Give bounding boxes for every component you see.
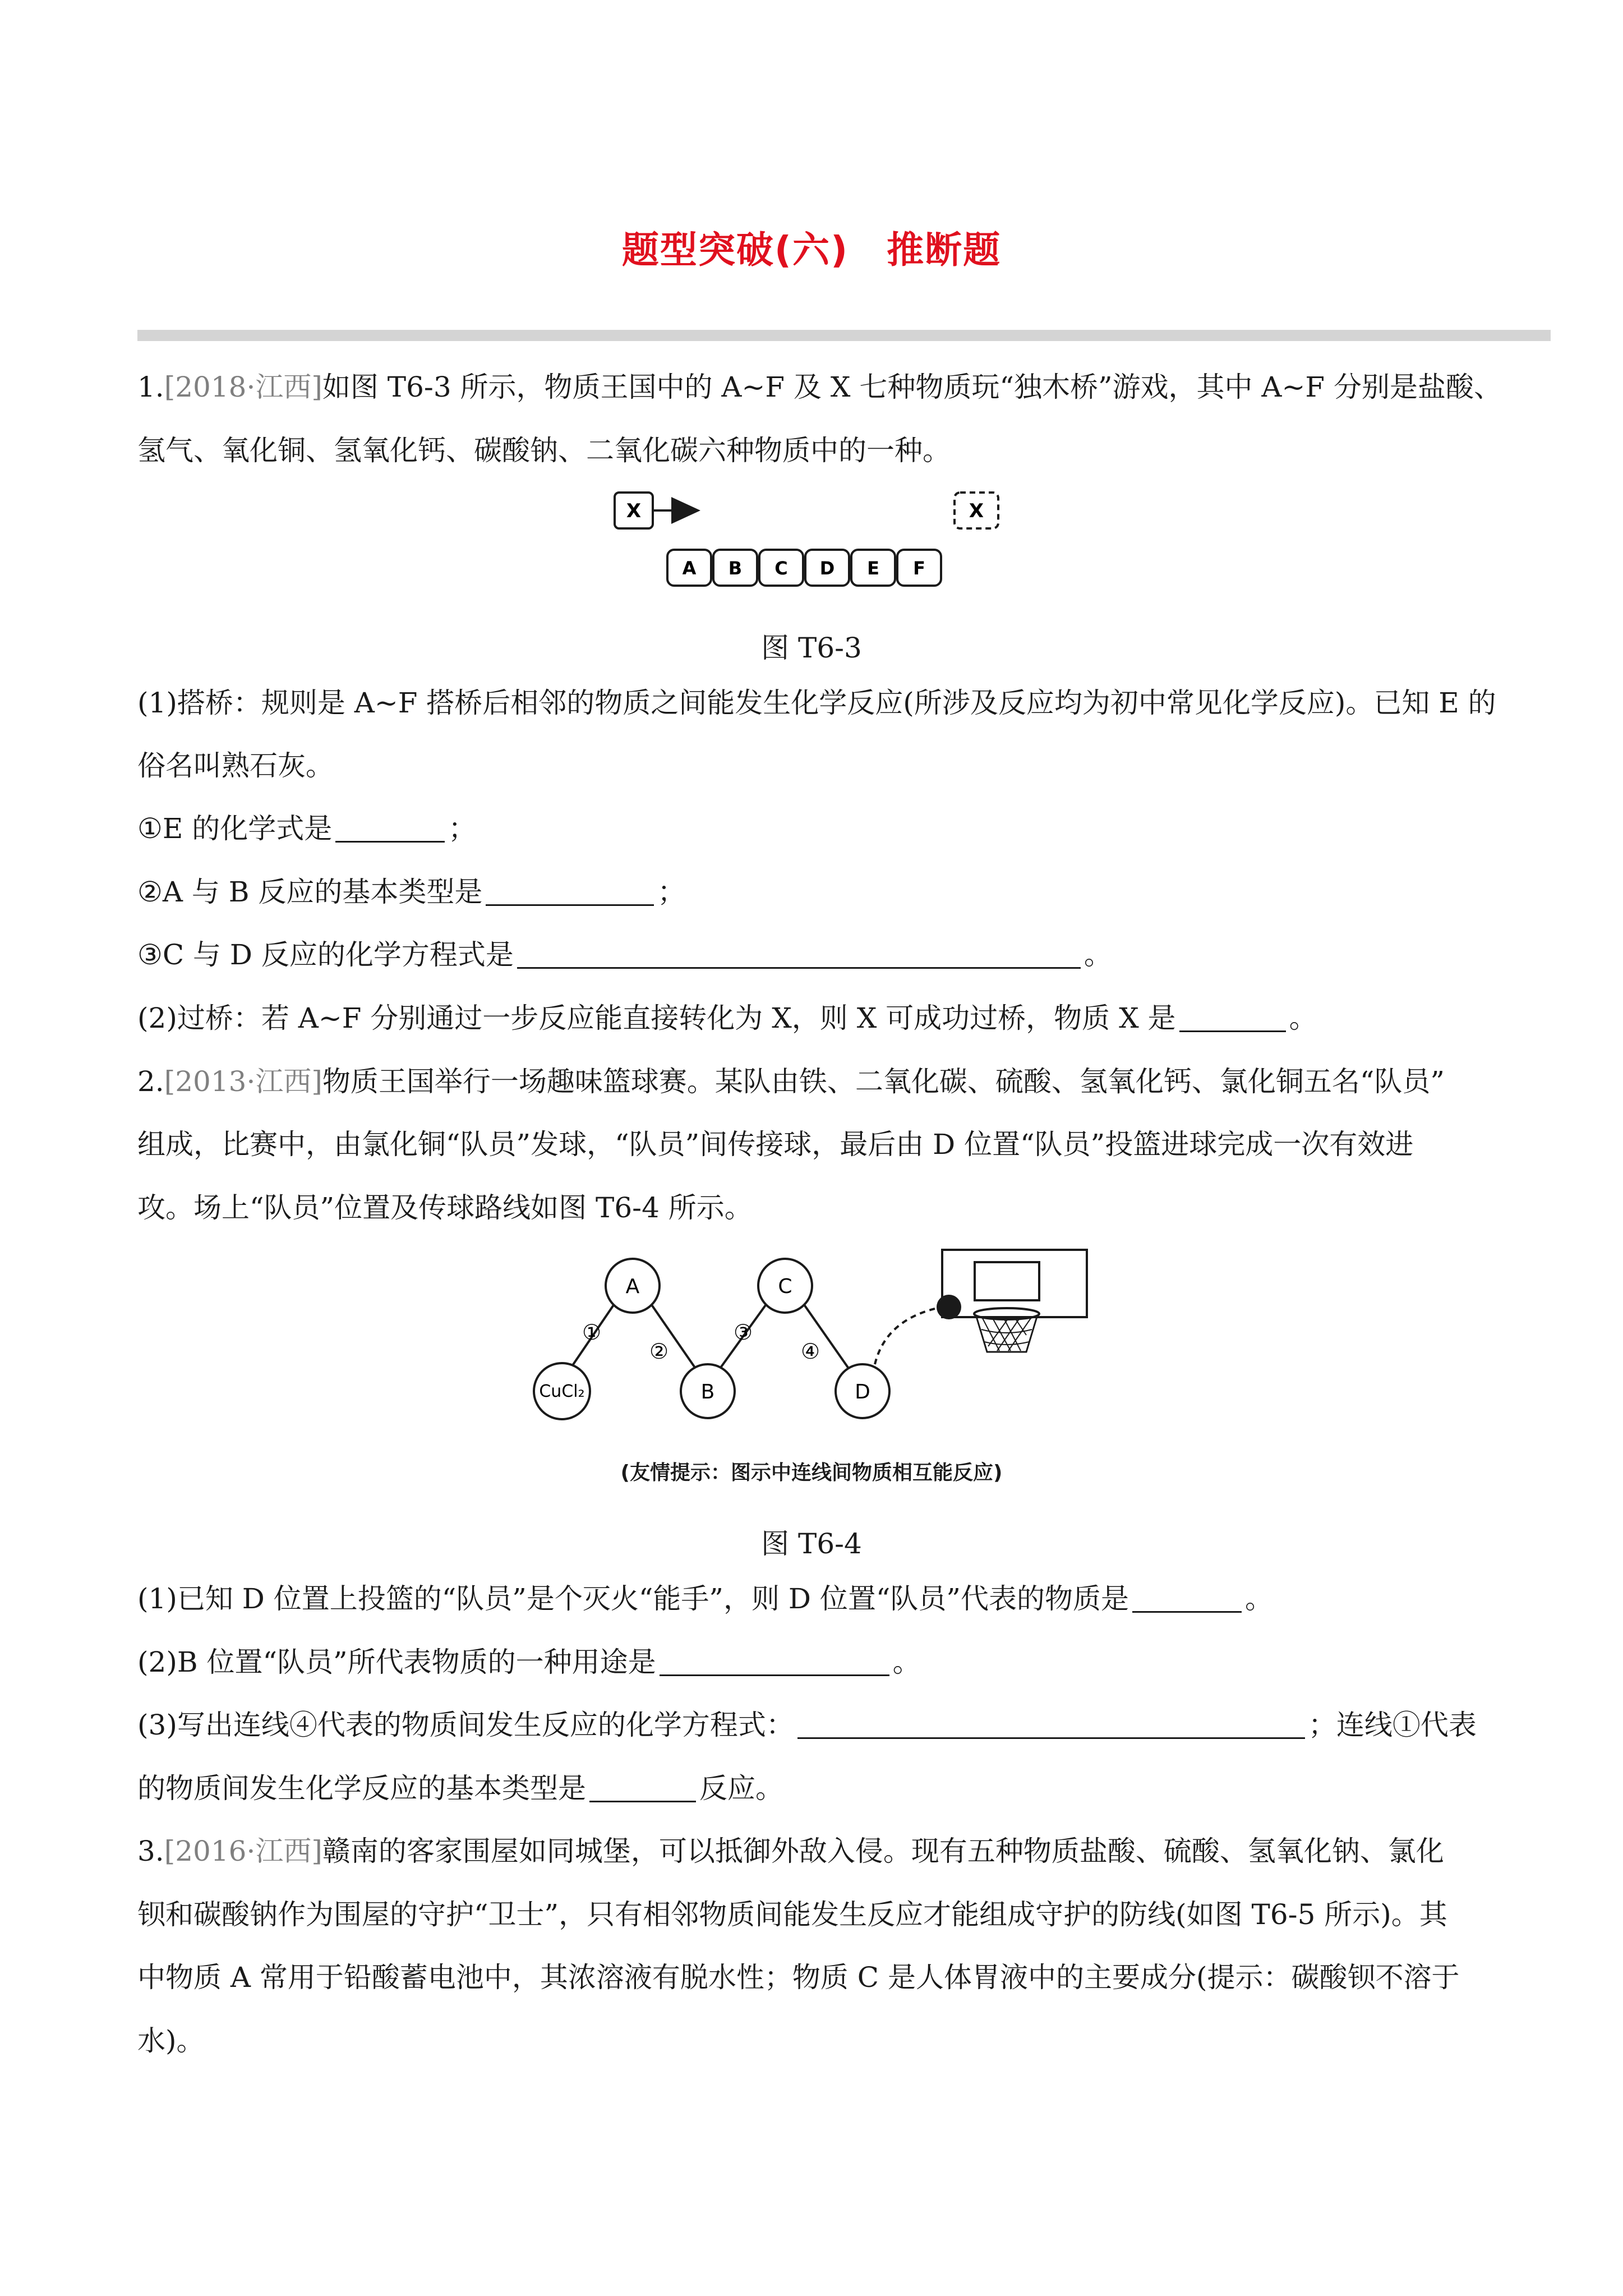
q2-part3-line2-text: 的物质间发生化学反应的基本类型是 bbox=[137, 1772, 586, 1805]
q2-part2 bbox=[137, 1648, 921, 1676]
svg-text:E: E bbox=[867, 558, 879, 579]
q2-source: [2013·江西] bbox=[164, 1065, 322, 1098]
svg-text:F: F bbox=[913, 558, 925, 579]
fig2-node-d bbox=[836, 1364, 889, 1418]
q2-number: 2. bbox=[137, 1065, 164, 1098]
q3-source: [2016·江西] bbox=[164, 1835, 322, 1867]
fig1-start-x-label: X bbox=[626, 500, 642, 522]
title-divider bbox=[137, 330, 1551, 341]
q1-sub1-answer-blank[interactable] bbox=[335, 815, 445, 843]
fig2-node-a bbox=[606, 1259, 660, 1313]
q2-part3-text2: ；连线①代表 bbox=[1308, 1709, 1477, 1741]
svg-text:C: C bbox=[774, 558, 788, 579]
svg-text:C: C bbox=[778, 1275, 792, 1298]
fig1-start-x bbox=[615, 493, 653, 528]
fig1-end-x-label: X bbox=[969, 500, 984, 522]
q1-sub3-punct: 。 bbox=[1083, 938, 1112, 971]
fig1-block-d bbox=[805, 550, 849, 586]
q2-part2-punct: 。 bbox=[892, 1646, 921, 1678]
q1-part1-line2: 俗名叫熟石灰。 bbox=[137, 749, 334, 782]
fig2-shot-path bbox=[875, 1307, 942, 1364]
svg-text:B: B bbox=[728, 558, 743, 579]
q2-part2-text: (2)B 位置“队员”所代表物质的一种用途是 bbox=[137, 1646, 656, 1678]
basketball-icon bbox=[937, 1295, 961, 1319]
q2-part2-answer-blank[interactable] bbox=[660, 1649, 889, 1676]
fig2-hint: (友情提示：图示中连线间物质相互能反应) bbox=[620, 1461, 1003, 1484]
q2-part1-text: (1)已知 D 位置上投篮的“队员”是个灭火“能手”，则 D 位置“队员”代表的物质是 bbox=[137, 1582, 1129, 1615]
q2-part3-type-blank[interactable] bbox=[589, 1775, 696, 1802]
svg-text:A: A bbox=[682, 558, 697, 579]
svg-text:CuCl₂: CuCl₂ bbox=[539, 1382, 585, 1401]
figure-t6-3 bbox=[611, 488, 1021, 600]
q1-source: [2018·江西] bbox=[164, 371, 322, 403]
fig2-link-label-4: ④ bbox=[801, 1339, 820, 1364]
basketball-hoop-icon bbox=[942, 1250, 1087, 1352]
svg-text:D: D bbox=[855, 1381, 870, 1404]
q3-line1 bbox=[137, 1837, 1444, 1865]
q1-sub1-punct: ； bbox=[448, 812, 477, 845]
q2-line3: 攻。场上“队员”位置及传球路线如图 T6-4 所示。 bbox=[137, 1191, 753, 1224]
q3-line3: 中物质 A 常用于铅酸蓄电池中，其浓溶液有脱水性；物质 C 是人体胃液中的主要成分(提示：碳酸钡不溶于 bbox=[137, 1961, 1460, 1994]
q2-part1 bbox=[137, 1582, 1273, 1615]
q3-stem-text: 赣南的客家围屋如同城堡，可以抵御外敌入侵。现有五种物质盐酸、硫酸、氢氧化钠、氯化 bbox=[322, 1835, 1444, 1867]
q2-part3-line2-end: 反应。 bbox=[699, 1772, 783, 1805]
q1-line1 bbox=[137, 373, 1502, 401]
q1-part2-answer-blank[interactable] bbox=[1179, 1005, 1286, 1032]
q2-stem-text: 物质王国举行一场趣味篮球赛。某队由铁、二氧化碳、硫酸、氢氧化钙、氯化铜五名“队员” bbox=[322, 1065, 1445, 1098]
fig1-block-c bbox=[759, 550, 803, 586]
svg-text:A: A bbox=[625, 1275, 640, 1298]
fig1-block-a bbox=[667, 550, 711, 586]
fig1-block-f bbox=[897, 550, 941, 586]
q1-number: 1. bbox=[137, 371, 164, 403]
q1-sub2-punct: ； bbox=[657, 876, 686, 908]
q3-number: 3. bbox=[137, 1835, 164, 1867]
fig2-node-cucl2 bbox=[534, 1363, 590, 1419]
q1-part2-punct: 。 bbox=[1289, 1002, 1317, 1034]
fig2-link-label-3: ③ bbox=[734, 1320, 753, 1345]
q1-part1-line1: (1)搭桥：规则是 A~F 搭桥后相邻的物质之间能发生化学反应(所涉及反应均为初中常见化学反应)。已知 E 的 bbox=[137, 687, 1496, 719]
figure-t6-4 bbox=[527, 1240, 1099, 1447]
q1-sub1-text: ①E 的化学式是 bbox=[137, 812, 333, 845]
fig2-link-label-2: ② bbox=[649, 1339, 669, 1364]
q1-sub2-text: ②A 与 B 反应的基本类型是 bbox=[137, 876, 483, 908]
q1-sub3-text: ③C 与 D 反应的化学方程式是 bbox=[137, 938, 514, 971]
q2-line2: 组成，比赛中，由氯化铜“队员”发球，“队员”间传接球，最后由 D 位置“队员”投篮进球完成一次有效进 bbox=[137, 1128, 1414, 1161]
q1-sub3-answer-blank[interactable] bbox=[517, 941, 1081, 969]
fig2-node-b bbox=[681, 1364, 735, 1418]
fig1-block-e bbox=[851, 550, 895, 586]
q3-line4: 水)。 bbox=[137, 2024, 205, 2057]
q2-part3-line1 bbox=[137, 1711, 1477, 1739]
fig2-link-label-1: ① bbox=[582, 1320, 602, 1345]
q2-part3-answer-blank[interactable] bbox=[797, 1711, 1305, 1739]
fig1-block-b bbox=[713, 550, 757, 586]
page-title: 题型突破(六) 推断题 bbox=[621, 228, 1002, 272]
q1-sub2 bbox=[137, 878, 685, 906]
fig1-caption: 图 T6-3 bbox=[761, 632, 862, 664]
q1-sub2-answer-blank[interactable] bbox=[486, 878, 654, 906]
q1-sub3 bbox=[137, 938, 1112, 971]
q1-stem-text: 如图 T6-3 所示，物质王国中的 A~F 及 X 七种物质玩“独木桥”游戏，其中 A~F 分别是盐酸、 bbox=[322, 371, 1502, 403]
q2-line1 bbox=[137, 1065, 1445, 1098]
q2-part1-punct: 。 bbox=[1244, 1582, 1273, 1615]
fig1-end-x bbox=[955, 493, 998, 528]
fig2-caption: 图 T6-4 bbox=[761, 1527, 862, 1560]
svg-text:B: B bbox=[700, 1381, 715, 1404]
q1-part2 bbox=[137, 1004, 1317, 1032]
q3-line2: 钡和碳酸钠作为围屋的守护“卫士”，只有相邻物质间能发生反应才能组成守护的防线(如图 T6-5 所示)。其 bbox=[137, 1898, 1447, 1931]
q1-line2: 氢气、氧化铜、氢氧化钙、碳酸钠、二氧化碳六种物质中的一种。 bbox=[137, 434, 951, 467]
q2-part1-answer-blank[interactable] bbox=[1132, 1585, 1242, 1613]
q2-part3-line2 bbox=[137, 1772, 783, 1805]
fig2-node-c bbox=[758, 1259, 812, 1313]
q1-part2-text: (2)过桥：若 A~F 分别通过一步反应能直接转化为 X，则 X 可成功过桥，物质 X 是 bbox=[137, 1002, 1176, 1034]
q2-part3-text: (3)写出连线④代表的物质间发生反应的化学方程式： bbox=[137, 1709, 794, 1741]
q1-sub1 bbox=[137, 812, 477, 845]
svg-text:D: D bbox=[819, 558, 835, 579]
